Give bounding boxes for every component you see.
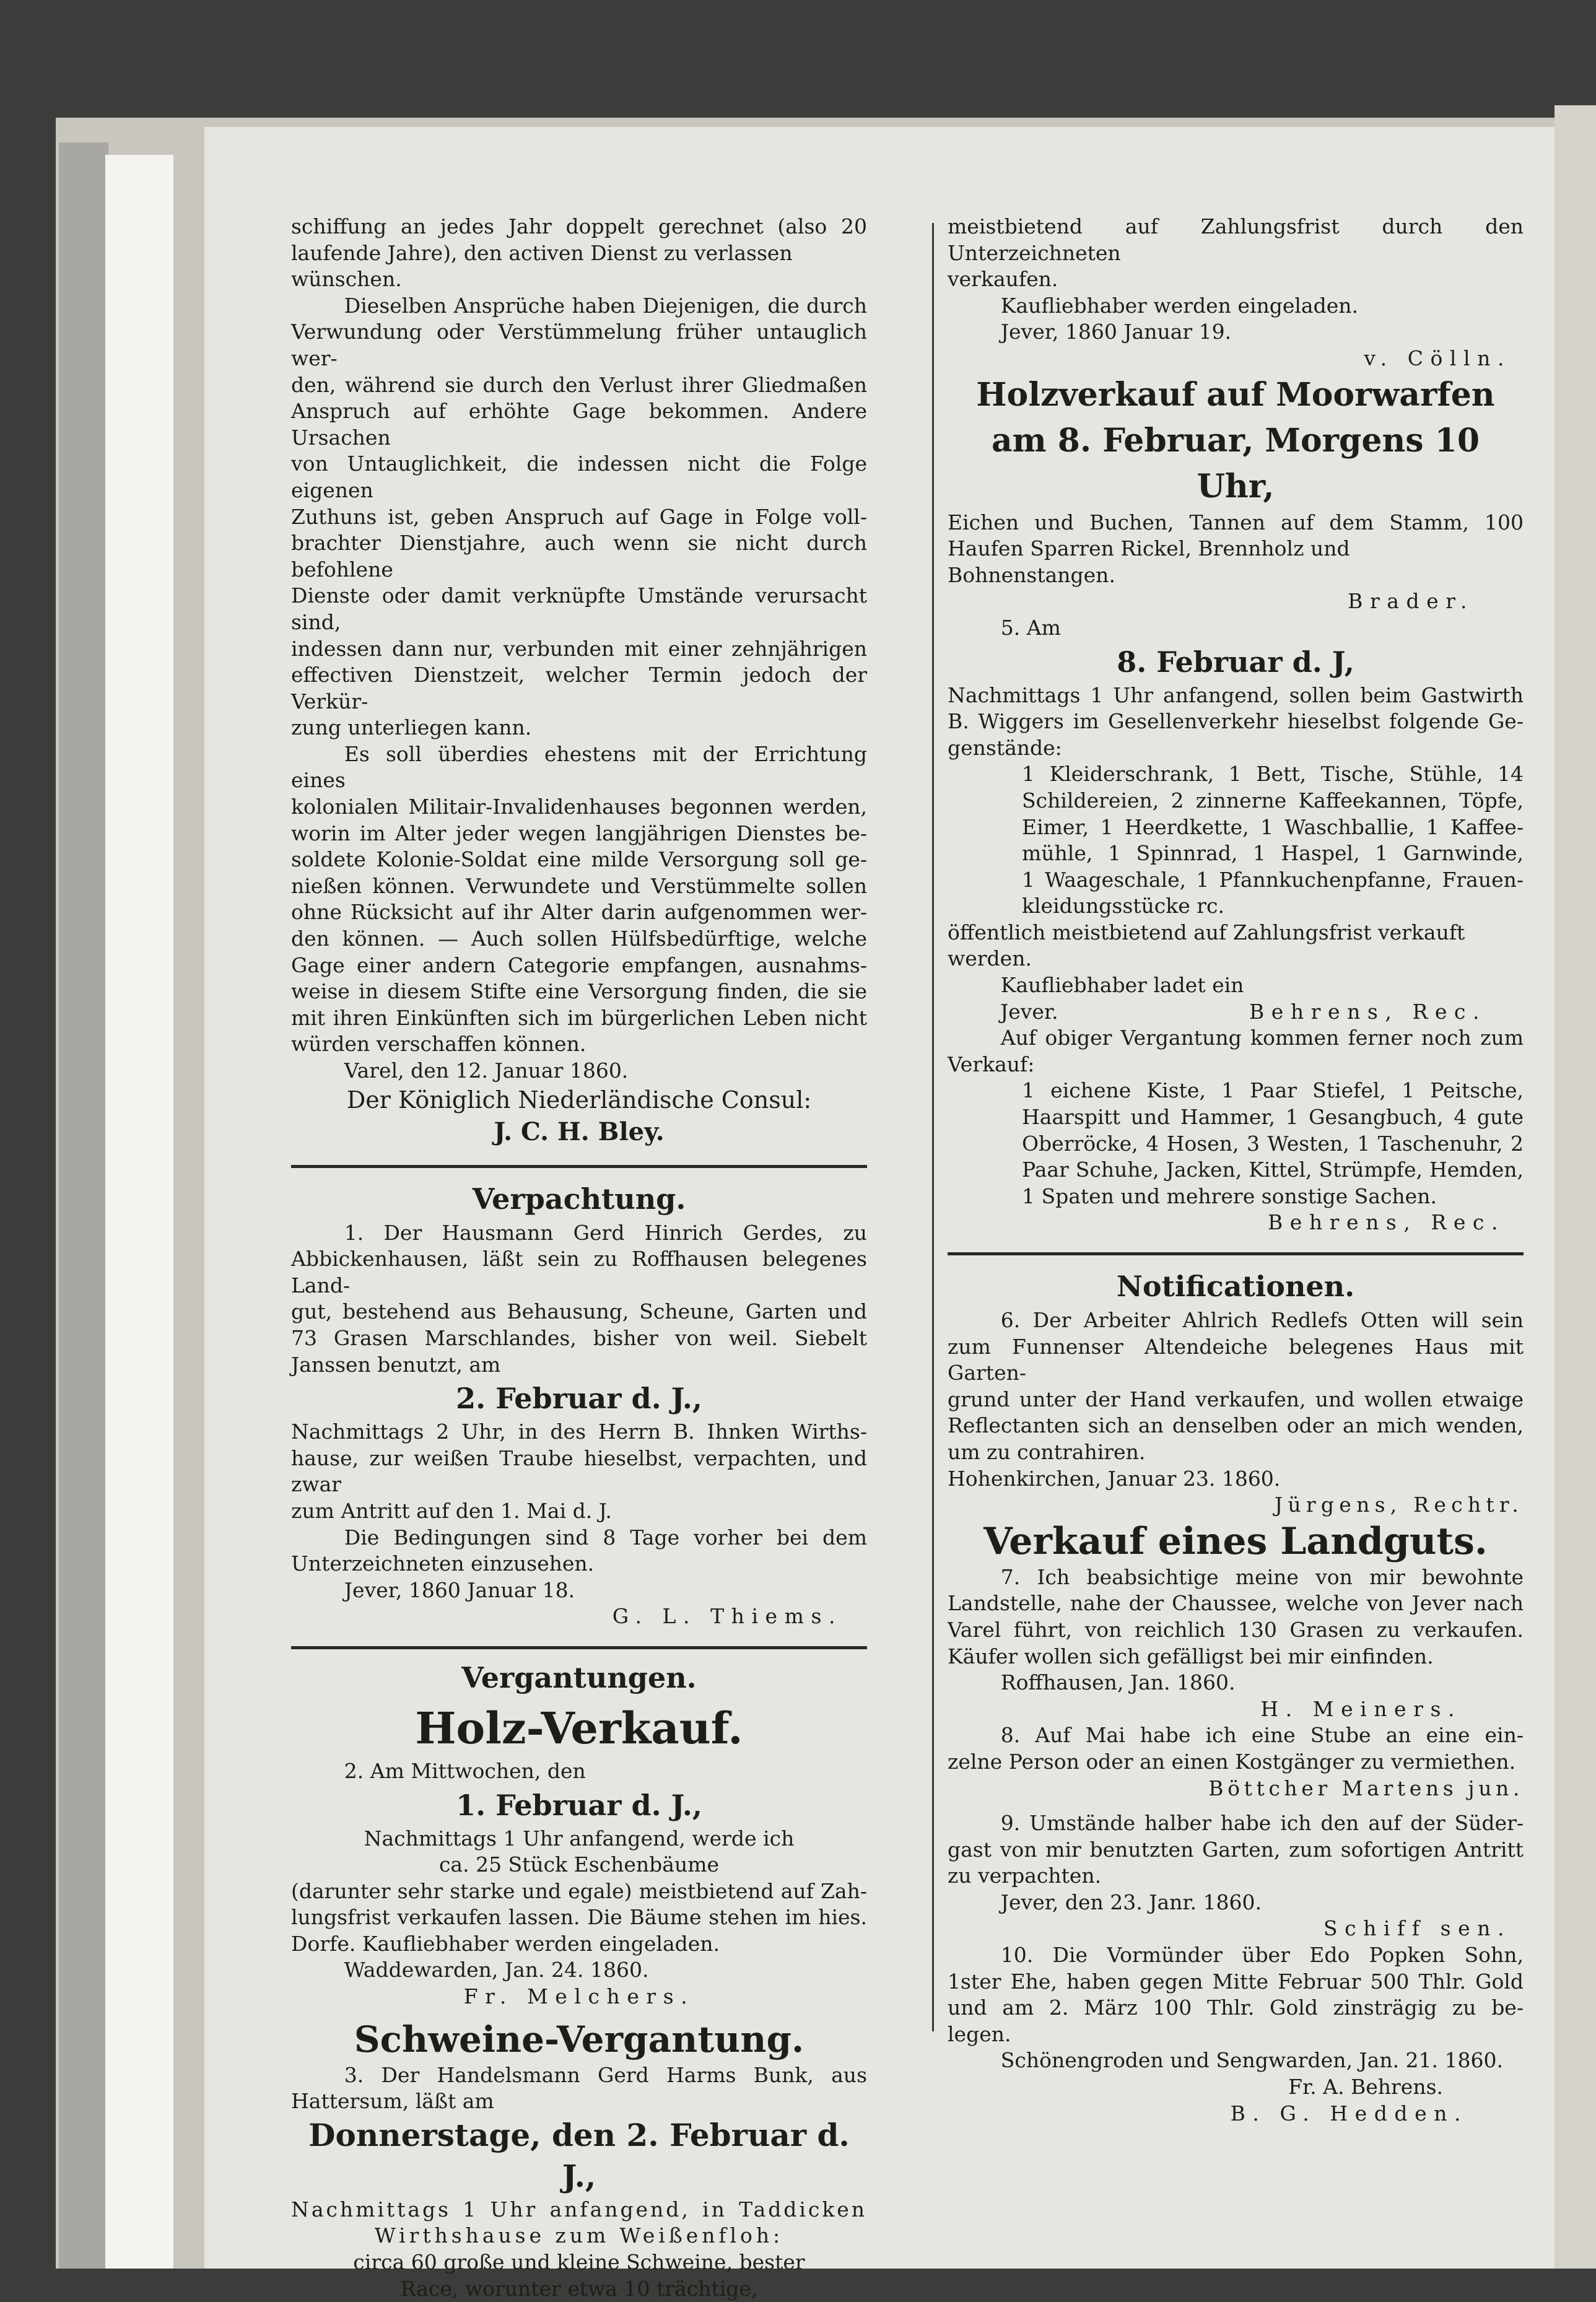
text-line: 1 Kleiderschrank, 1 Bett, Tische, Stühle, 14 [1022, 762, 1524, 787]
text-line: ohne Rücksicht auf ihr Alter darin aufgenommen wer- [291, 900, 867, 925]
text-line: kleidungsstücke rc. [1022, 894, 1225, 918]
text-line: indessen dann nur, verbunden mit einer zehnjährigen [291, 636, 867, 661]
text-line: genstände: [948, 735, 1062, 760]
text-line: zelne Person oder an einen Kostgänger zu vermiethen. [948, 1749, 1516, 1774]
dateline: Hohenkirchen, Januar 23. 1860. [948, 1466, 1281, 1491]
text-line: worin im Alter jeder wegen langjährigen Dienstes be- [291, 821, 867, 845]
dateline: Waddewarden, Jan. 24. 1860. [344, 1958, 649, 1982]
notice-4-continued [948, 214, 1524, 372]
text-line: Dorfe. Kaufliebhaber werden eingeladen. [291, 1931, 720, 1956]
text-line: Haufen Sparren Rickel, Brennholz und Bohnenstangen. [948, 536, 1350, 587]
paragraph [291, 293, 867, 741]
text-line: 6. Der Arbeiter Ahlrich Redlefs Otten will sein [1000, 1308, 1524, 1332]
text-line: grund unter der Hand verkaufen, und wollen etwaige [948, 1387, 1524, 1411]
text-line: Schildereien, 2 zinnerne Kaffeekannen, Töpfe, [1022, 788, 1524, 813]
item-list [948, 761, 1524, 920]
paragraph [291, 741, 867, 1058]
dateline: Varel, den 12. Januar 1860. [344, 1058, 629, 1083]
text-line: Auf obiger Vergantung kommen ferner noch zum [1000, 1026, 1524, 1050]
text-line: hause, zur weißen Traube hieselbst, verpachten, und zwar [291, 1445, 867, 1497]
notice-date: Donnerstage, den 2. Februar d. J., [308, 2116, 850, 2194]
inner-margin [105, 155, 173, 2269]
notice-1 [291, 1220, 867, 1630]
text-line: legen. [948, 2021, 1011, 2046]
section-rule [291, 1165, 867, 1168]
signature: Jürgens, Rechtr. [1274, 1493, 1524, 1517]
text-line: Käufer wollen sich gefälligst bei mir einfinden. [948, 1644, 1434, 1668]
dateline: Schönengroden und Sengwarden, Jan. 21. 1860. [1000, 2048, 1504, 2073]
heading-schweine-vergantung: Schweine-Vergantung. [354, 2018, 805, 2060]
book-edge-right [1555, 105, 1596, 2269]
heading-notificationen: Notificationen. [1116, 1270, 1355, 1303]
heading-holzverkauf-moorwarfen: Holzverkauf auf Moorwarfen [976, 375, 1495, 414]
text-line: 3. Der Handelsmann Gerd Harms Bunk, aus [344, 2062, 867, 2087]
text-line: um zu contrahiren. [948, 1439, 1146, 1464]
dateline: Jever, 1860 Januar 19. [1000, 320, 1232, 344]
text-line: ca. 25 Stück Eschenbäume [438, 1852, 720, 1877]
text-line: brachter Dienstjahre, auch wenn sie nicht durch befohlene [291, 531, 867, 582]
text-line: 9. Umstände halber habe ich den auf der Süder- [1000, 1811, 1524, 1836]
signature: Fr. A. Behrens. [1288, 2075, 1443, 2099]
text-line: Abbickenhausen, läßt sein zu Roffhausen belegenes Land- [291, 1247, 867, 1297]
consul-title: Der Königlich Niederländische Consul: [346, 1086, 812, 1114]
right-column [948, 214, 1524, 2140]
text-line: 5. Am [1000, 615, 1061, 640]
signature: H. Meiners. [1260, 1696, 1462, 1721]
text-line: Haarspitt und Hammer, 1 Gesangbuch, 4 gute [1022, 1105, 1524, 1130]
text-line: 73 Grasen Marschlandes, bisher von weil. Siebelt [291, 1325, 867, 1350]
signature-row [948, 999, 1524, 1026]
text-line: Varel führt, von reichlich 130 Grasen zu verkaufen. [948, 1617, 1524, 1642]
text-line: Eimer, 1 Heerdkette, 1 Waschballie, 1 Kaffee- [1022, 814, 1524, 839]
text-line: 8. Auf Mai habe ich eine Stube an eine ein- [1000, 1723, 1524, 1748]
dateline: Jever, 1860 Januar 18. [344, 1577, 575, 1602]
text-line: Nachmittags 2 Uhr, in des Herrn B. Ihnken Wirths- [291, 1419, 867, 1444]
signature: Fr. Melchers. [463, 1984, 695, 2009]
text-line: Dieselben Ansprüche haben Diejenigen, die durch [344, 293, 867, 318]
text-line: schiffung an jedes Jahr doppelt gerechnet (also 20 [291, 214, 867, 238]
text-line: kolonialen Militair-Invalidenhauses begonnen werden, [291, 795, 867, 819]
text-line: 7. Ich beabsichtige meine von mir bewohnte [1000, 1564, 1524, 1589]
text-line: Es soll überdies ehestens mit der Errichtung eines [291, 741, 867, 793]
text-line: Unterzeichneten einzusehen. [291, 1551, 595, 1576]
notice-8 [948, 1722, 1524, 1802]
left-column [291, 214, 867, 2301]
text-line: Die Bedingungen sind 8 Tage vorher bei dem [344, 1525, 867, 1550]
text-line: nießen können. Verwundete und Verstümmelte sollen [291, 873, 867, 898]
signature: B. G. Hedden. [1230, 2101, 1468, 2125]
notice-date: 2. Februar d. J., [456, 1382, 702, 1416]
paragraph [291, 214, 867, 293]
text-line: (darunter sehr starke und egale) meistbietend auf Zah- [291, 1878, 867, 1903]
text-line: meistbietend auf Zahlungsfrist durch den Unterzeichneten [948, 214, 1524, 265]
text-line: soldete Kolonie-Soldat eine milde Versorgung soll ge- [291, 847, 867, 872]
text-line: zum Antritt auf den 1. Mai d. J. [291, 1498, 612, 1523]
notice-9 [948, 1810, 1524, 1942]
text-line: Wirthshause zum Weißenfloh: [374, 2223, 784, 2248]
text-line: Gage einer andern Categorie empfangen, ausnahms- [291, 953, 867, 977]
text-line: Oberröcke, 4 Hosen, 3 Westen, 1 Taschenuhr, 2 [1022, 1131, 1524, 1156]
text-line: Verkauf: [948, 1052, 1035, 1076]
text-line: zu verpachten. [948, 1864, 1102, 1888]
text-line: Landstelle, nahe der Chaussee, welche von Jever nach [948, 1591, 1524, 1616]
book-edge-left [59, 142, 108, 2269]
text-line: Verwundung oder Verstümmelung früher untauglich wer- [291, 320, 867, 370]
section-rule [291, 1646, 867, 1649]
heading-verkauf-landguts: Verkauf eines Landguts. [983, 1519, 1488, 1563]
signature: G. L. Thiems. [612, 1604, 842, 1629]
text-line: Nachmittags 1 Uhr anfangend, sollen beim Gastwirth [948, 682, 1524, 707]
text-line: laufende Jahre), den activen Dienst zu verlassen wünschen. [291, 240, 793, 292]
text-line: 1 eichene Kiste, 1 Paar Stiefel, 1 Peitsche, [1022, 1078, 1524, 1103]
heading-verpachtung: Verpachtung. [472, 1182, 686, 1216]
text-line: 1 Spaten und mehrere sonstige Sachen. [1022, 1184, 1437, 1208]
signature: Böttcher Martens jun. [1208, 1776, 1524, 1800]
text-line: Nachmittags 1 Uhr anfangend, in Taddicken [291, 2197, 867, 2221]
notice-date: 1. Februar d. J., [456, 1788, 702, 1822]
text-line: mühle, 1 Spinnrad, 1 Haspel, 1 Garnwinde, [1022, 841, 1524, 866]
notice-date: am 8. Februar, Morgens 10 Uhr, [991, 421, 1480, 505]
text-line: zung unterliegen kann. [291, 715, 532, 740]
text-line: Kaufliebhaber werden eingeladen. [1000, 293, 1359, 318]
dateline: Roffhausen, Jan. 1860. [1000, 1670, 1236, 1695]
text-line: zum Funnenser Altendeiche belegenes Haus mit Garten- [948, 1334, 1524, 1385]
heading-vergantungen: Vergantungen. [461, 1660, 697, 1694]
text-line: Paar Schuhe, Jacken, Kittel, Strümpfe, Hemden, [1022, 1158, 1524, 1182]
text-line: weise in diesem Stifte eine Versorgung finden, die sie [291, 979, 867, 1004]
text-line: Race, worunter etwa 10 trächtige, [400, 2276, 758, 2301]
text-line: den können. — Auch sollen Hülfsbedürftige, welche [291, 926, 867, 951]
text-line: verkaufen. [948, 267, 1058, 292]
text-line: Reflectanten sich an denselben oder an mich wenden, [948, 1413, 1524, 1438]
column-divider [932, 223, 934, 2031]
text-line: Zuthuns ist, geben Anspruch auf Gage in Folge voll- [291, 504, 867, 529]
text-line: würden verschaffen können. [291, 1032, 587, 1057]
text-line: effectiven Dienstzeit, welcher Termin jedoch der Verkür- [291, 663, 867, 713]
text-line: Nachmittags 1 Uhr anfangend, werde ich [364, 1826, 795, 1851]
text-line: den, während sie durch den Verlust ihrer Gliedmaßen [291, 372, 867, 397]
notice-3 [291, 2062, 867, 2302]
text-line: B. Wiggers im Gesellenverkehr hieselbst folgende Ge- [948, 709, 1524, 734]
text-line: Hattersum, läßt am [291, 2089, 494, 2114]
text-line: lungsfrist verkaufen lassen. Die Bäume stehen im hies. [291, 1905, 867, 1930]
text-line: 1 Waageschale, 1 Pfannkuchenpfanne, Frauen- [1022, 867, 1524, 892]
text-line: 1. Der Hausmann Gerd Hinrich Gerdes, zu [344, 1220, 867, 1245]
text-line: Eichen und Buchen, Tannen auf dem Stamm, 100 [948, 510, 1524, 534]
notice-date: 8. Februar d. J, [1117, 645, 1354, 679]
signature: Schiff sen. [1323, 1916, 1511, 1941]
signature: v. Cölln. [1364, 346, 1511, 370]
signature: Behrens, Rec. [1267, 1210, 1505, 1235]
text-line: circa 60 große und kleine Schweine, bester [353, 2250, 805, 2275]
signature: Brader. [1348, 589, 1474, 614]
notice-6 [948, 1307, 1524, 1519]
consul-name: J. C. H. Bley. [494, 1117, 665, 1146]
signature: Behrens, Rec. [1249, 999, 1486, 1024]
text-line: Anspruch auf erhöhte Gage bekommen. Andere Ursachen [291, 399, 867, 450]
heading-holz-verkauf: Holz-Verkauf. [415, 1702, 743, 1754]
item-list [948, 1078, 1524, 1210]
dateline: Jever, den 23. Janr. 1860. [1000, 1890, 1262, 1914]
text-line: Dienste oder damit verknüpfte Umstände verursacht sind, [291, 583, 867, 634]
text-line: gast von mir benutzten Garten, zum sofortigen Antritt [948, 1837, 1524, 1862]
section-rule [948, 1252, 1524, 1255]
text-line: und am 2. März 100 Thlr. Gold zinsträgig zu be- [948, 1995, 1524, 2020]
text-line: 2. Am Mittwochen, den [344, 1758, 586, 1783]
notice-2 [291, 1758, 867, 2010]
text-line: öffentlich meistbietend auf Zahlungsfrist verkauft werden. [948, 920, 1465, 971]
text-line: 1ster Ehe, haben gegen Mitte Februar 500 Thlr. Gold [948, 1969, 1524, 1994]
text-line: gut, bestehend aus Behausung, Scheune, Garten und [291, 1299, 867, 1324]
text-line: 10. Die Vormünder über Edo Popken Sohn, [1000, 1943, 1524, 1968]
text-line: mit ihren Einkünften sich im bürgerlichen Leben nicht [291, 1005, 867, 1030]
notice-10 [948, 1942, 1524, 2127]
text-line: von Untauglichkeit, die indessen nicht die Folge eigenen [291, 451, 867, 502]
text-line: Kaufliebhaber ladet ein [1000, 973, 1244, 998]
notice-7 [948, 1564, 1524, 1723]
dateline: Jever. [1000, 999, 1058, 1024]
text-line: Janssen benutzt, am [291, 1352, 501, 1377]
notice-5 [948, 615, 1524, 1236]
